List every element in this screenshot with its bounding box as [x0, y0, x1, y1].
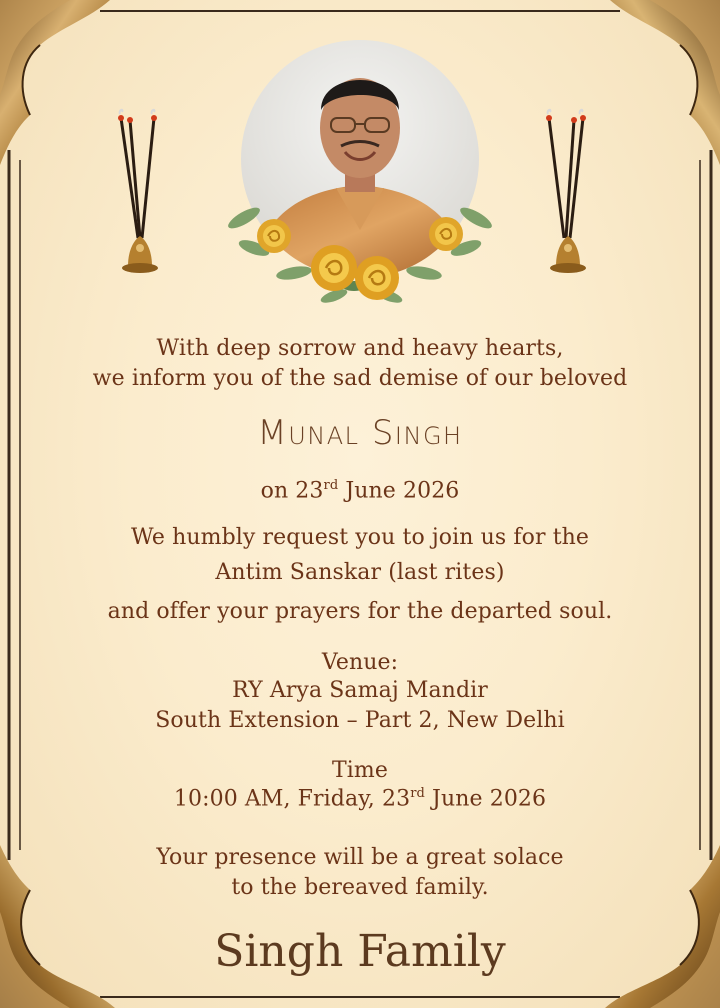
- time-ordinal: rd: [410, 786, 425, 801]
- deceased-name: Munal Singh: [257, 413, 463, 453]
- venue-address: South Extension – Part 2, New Delhi: [155, 708, 565, 733]
- date-ordinal: rd: [323, 478, 339, 493]
- date-prefix: on 23: [260, 478, 324, 504]
- venue-label: Venue:: [321, 650, 399, 675]
- closing-line-2: to the bereaved family.: [231, 875, 489, 900]
- date-of-demise: [0, 478, 720, 503]
- corner-ornament-top-left: [0, 0, 110, 165]
- date-suffix: June 2026: [338, 478, 460, 504]
- family-signature: Singh Family: [214, 926, 506, 977]
- time-suffix: June 2026: [424, 786, 547, 812]
- incense-stick-icon: [536, 108, 596, 278]
- corner-ornament-top-right: [610, 0, 720, 165]
- intro-line-2: we inform you of the sad demise of our beloved: [92, 366, 628, 391]
- rose-icon: [224, 178, 496, 308]
- venue-name: RY Arya Samaj Mandir: [232, 678, 488, 703]
- request-line-2: Antim Sanskar (last rites): [215, 560, 505, 585]
- prayer-line: and offer your prayers for the departed soul.: [107, 599, 613, 624]
- time-value: [0, 786, 720, 811]
- time-prefix: 10:00 AM, Friday, 23: [173, 786, 411, 812]
- request-line-1: We humbly request you to join us for the: [130, 525, 590, 550]
- incense-stick-icon: [108, 108, 168, 278]
- time-label: Time: [332, 758, 388, 783]
- closing-line-1: Your presence will be a great solace: [156, 845, 564, 870]
- intro-line-1: With deep sorrow and heavy hearts,: [156, 336, 564, 361]
